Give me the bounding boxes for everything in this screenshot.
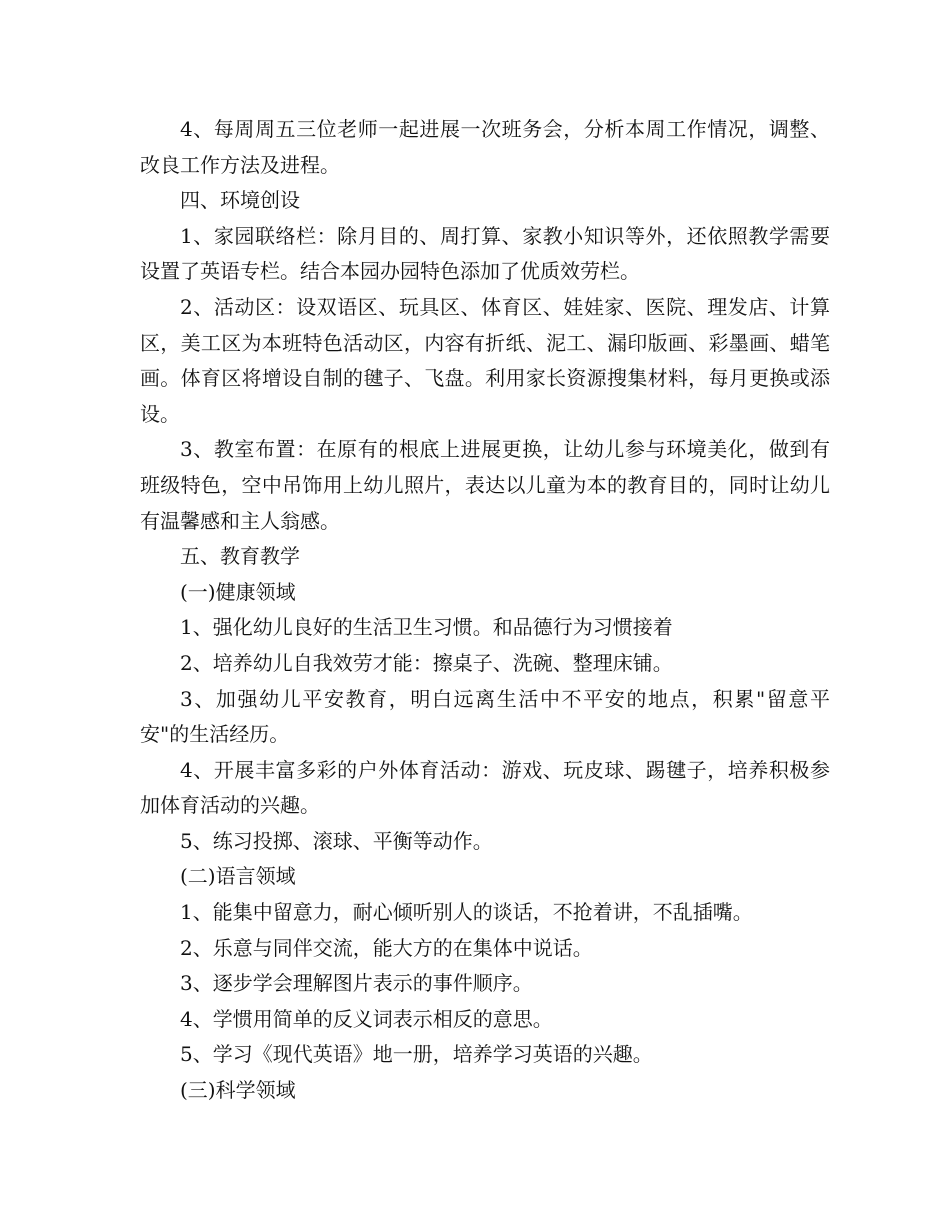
list-item: 1、强化幼儿良好的生活卫生习惯。和品德行为习惯接着 xyxy=(180,615,673,640)
list-item: 5、练习投掷、滚球、平衡等动作。 xyxy=(180,828,493,853)
paragraph-weekly-meeting: 4、每周周五三位老师一起进展一次班务会，分析本周工作情况，调整、改良工作方法及进程。 xyxy=(140,117,830,177)
heading-education-teaching: 五、教育教学 xyxy=(180,544,300,569)
list-item: 3、加强幼儿平安教育，明白远离生活中不平安的地点，积累"留意平安"的生活经历。 xyxy=(140,686,830,747)
subheading-language: (二)语言领域 xyxy=(180,864,296,889)
list-item: 3、逐步学会理解图片表示的事件顺序。 xyxy=(180,971,533,996)
document-body xyxy=(140,112,830,1109)
paragraph-home-school-board: 1、家园联络栏：除月目的、周打算、家教小知识等外，还依照教学需要设置了英语专栏。结合本园办园特色添加了优质效劳栏。 xyxy=(140,223,830,284)
subheading-science: (三)科学领域 xyxy=(180,1078,296,1103)
subheading-health: (一)健康领域 xyxy=(180,579,296,604)
list-item: 4、开展丰富多彩的户外体育活动：游戏、玩皮球、踢毽子，培养积极参加体育活动的兴趣。 xyxy=(140,757,830,818)
list-item: 4、学惯用简单的反义词表示相反的意思。 xyxy=(180,1006,553,1031)
list-item: 2、培养幼儿自我效劳才能：擦桌子、洗碗、整理床铺。 xyxy=(180,650,673,675)
list-item: 5、学习《现代英语》地一册，培养学习英语的兴趣。 xyxy=(180,1042,653,1067)
list-item: 1、能集中留意力，耐心倾听别人的谈话，不抢着讲，不乱插嘴。 xyxy=(180,900,753,925)
paragraph-activity-areas: 2、活动区：设双语区、玩具区、体育区、娃娃家、医院、理发店、计算区，美工区为本班特色活动区，内容有折纸、泥工、漏印版画、彩墨画、蜡笔画。体育区将增设自制的毽子、飞盘。利用家长资源搜集材料，每月更换或添设。 xyxy=(140,294,830,426)
paragraph-classroom-layout: 3、教室布置：在原有的根底上进展更换，让幼儿参与环境美化，做到有班级特色，空中吊饰用上幼儿照片，表达以儿童为本的教育目的，同时让幼儿有温馨感和主人翁感。 xyxy=(140,437,830,533)
heading-environment: 四、环境创设 xyxy=(180,188,300,213)
list-item: 2、乐意与同伴交流，能大方的在集体中说话。 xyxy=(180,935,593,960)
